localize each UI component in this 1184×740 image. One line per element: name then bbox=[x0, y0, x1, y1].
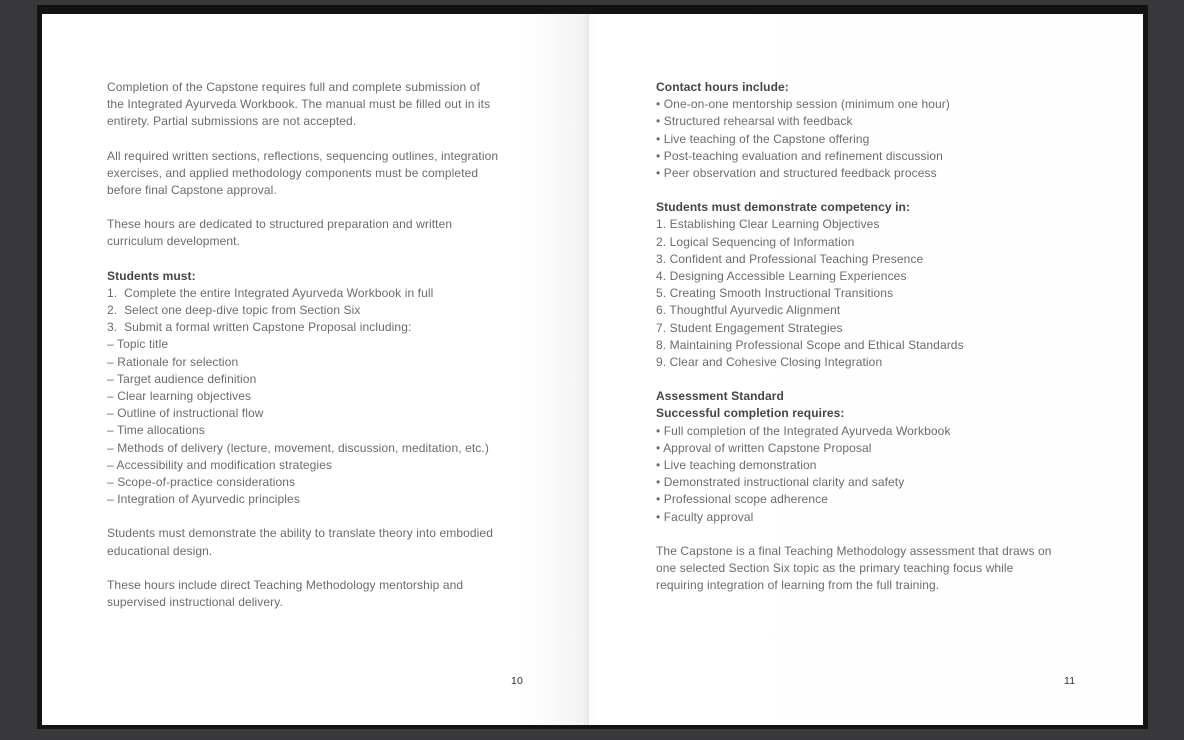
text-line: These hours include direct Teaching Methodology mentorship and bbox=[107, 577, 464, 592]
text-line: • Peer observation and structured feedback process bbox=[656, 166, 937, 181]
paragraph bbox=[107, 285, 498, 509]
page-number-left: 10 bbox=[511, 675, 524, 687]
text-line: • Approval of written Capstone Proposal bbox=[656, 440, 872, 455]
text-line: All required written sections, reflections, sequencing outlines, integration bbox=[107, 148, 499, 163]
section-heading bbox=[107, 268, 498, 285]
section-heading bbox=[656, 388, 1052, 422]
text-line: Students must demonstrate the ability to translate theory into embodied bbox=[107, 526, 493, 541]
paragraph bbox=[107, 577, 498, 611]
text-line: – Target audience definition bbox=[107, 371, 257, 386]
text-line: exercises, and applied methodology components must be completed bbox=[107, 165, 479, 180]
text-line: • Professional scope adherence bbox=[656, 492, 828, 507]
section-heading bbox=[656, 199, 1052, 216]
paragraph bbox=[107, 525, 498, 559]
text-line: Students must: bbox=[107, 268, 196, 283]
text-line: – Accessibility and modification strategies bbox=[107, 457, 333, 472]
paragraph bbox=[107, 79, 498, 131]
text-line: – Scope-of-practice considerations bbox=[107, 475, 296, 490]
text-line: – Methods of delivery (lecture, movement, discussion, meditation, etc.) bbox=[107, 440, 489, 455]
text-line: educational design. bbox=[107, 543, 213, 558]
text-line: These hours are dedicated to structured preparation and written bbox=[107, 217, 453, 232]
text-line: – Time allocations bbox=[107, 423, 205, 438]
text-line: – Integration of Ayurvedic principles bbox=[107, 492, 300, 507]
text-line: 3. Confident and Professional Teaching Presence bbox=[656, 251, 924, 266]
text-line: Completion of the Capstone requires full and complete submission of bbox=[107, 80, 480, 94]
text-line: 9. Clear and Cohesive Closing Integration bbox=[656, 355, 883, 370]
page-left[interactable] bbox=[42, 14, 588, 725]
text-line: 4. Designing Accessible Learning Experiences bbox=[656, 269, 907, 284]
text-line: supervised instructional delivery. bbox=[107, 595, 283, 610]
text-line: 3. Submit a formal written Capstone Proposal including: bbox=[107, 320, 412, 335]
text-line: one selected Section Six topic as the primary teaching focus while bbox=[656, 561, 1014, 576]
text-line: curriculum development. bbox=[107, 234, 241, 249]
paragraph bbox=[656, 216, 1052, 371]
text-line: • Live teaching of the Capstone offering bbox=[656, 131, 870, 146]
text-line: before final Capstone approval. bbox=[107, 183, 277, 198]
text-line: • Faculty approval bbox=[656, 509, 754, 524]
text-line: • One-on-one mentorship session (minimum one hour) bbox=[656, 97, 950, 112]
text-line: 2. Logical Sequencing of Information bbox=[656, 234, 855, 249]
text-line: – Clear learning objectives bbox=[107, 389, 252, 404]
text-line: entirety. Partial submissions are not accepted. bbox=[107, 114, 357, 129]
section-heading bbox=[656, 79, 1052, 96]
paragraph bbox=[107, 216, 498, 250]
text-line: • Demonstrated instructional clarity and safety bbox=[656, 475, 905, 490]
text-line: • Structured rehearsal with feedback bbox=[656, 114, 853, 129]
paragraph bbox=[656, 423, 1052, 526]
page-content bbox=[107, 79, 498, 611]
text-line: the Integrated Ayurveda Workbook. The manual must be filled out in its bbox=[107, 97, 491, 112]
page-right[interactable] bbox=[588, 14, 1143, 725]
text-line: 8. Maintaining Professional Scope and Ethical Standards bbox=[656, 337, 964, 352]
text-line: • Full completion of the Integrated Ayurveda Workbook bbox=[656, 423, 951, 438]
text-line: 1. Establishing Clear Learning Objectives bbox=[656, 217, 880, 232]
text-line: Students must demonstrate competency in: bbox=[656, 200, 911, 215]
document-spread bbox=[42, 14, 1143, 725]
page-number-right: 11 bbox=[1064, 675, 1076, 687]
paragraph bbox=[656, 543, 1052, 595]
text-line: • Live teaching demonstration bbox=[656, 458, 817, 473]
document-spread-frame bbox=[37, 5, 1148, 729]
text-line: – Topic title bbox=[107, 337, 169, 352]
paragraph bbox=[656, 96, 1052, 182]
text-line: – Outline of instructional flow bbox=[107, 406, 264, 421]
text-line: 7. Student Engagement Strategies bbox=[656, 320, 843, 335]
text-line: requiring integration of learning from the full training. bbox=[656, 578, 940, 593]
text-line: Contact hours include: bbox=[656, 80, 789, 94]
text-line: The Capstone is a final Teaching Methodology assessment that draws on bbox=[656, 543, 1052, 558]
text-line: Successful completion requires: bbox=[656, 406, 845, 421]
paragraph bbox=[107, 148, 498, 200]
text-line: 1. Complete the entire Integrated Ayurveda Workbook in full bbox=[107, 285, 434, 300]
text-line: 6. Thoughtful Ayurvedic Alignment bbox=[656, 303, 841, 318]
text-line: – Rationale for selection bbox=[107, 354, 239, 369]
text-line: Assessment Standard bbox=[656, 389, 784, 404]
page-content bbox=[656, 79, 1052, 594]
text-line: 2. Select one deep-dive topic from Section Six bbox=[107, 303, 361, 318]
text-line: 5. Creating Smooth Instructional Transitions bbox=[656, 286, 894, 301]
text-line: • Post-teaching evaluation and refinement discussion bbox=[656, 148, 943, 163]
